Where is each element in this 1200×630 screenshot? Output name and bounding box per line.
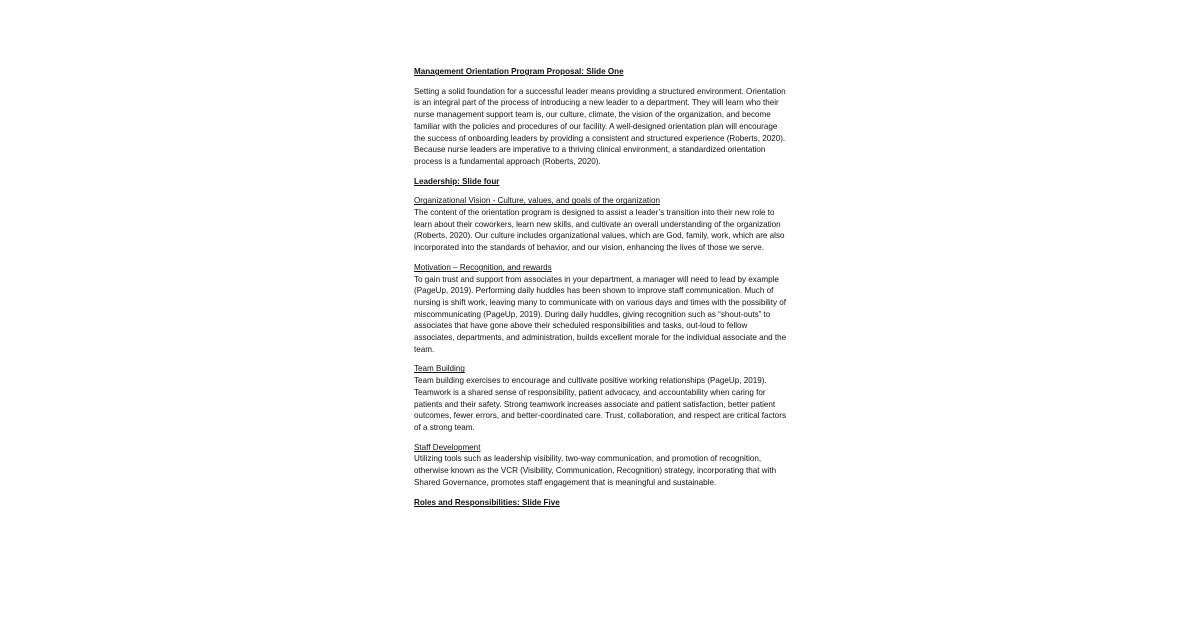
organizational-vision-paragraph: The content of the orientation program is designed to assist a leader’s transition into their new role to learn about their coworkers, learn new skills, and cultivate an overall understanding of the organization (Roberts, 2020). Our culture includes organizational values, which are God, family, work, which are also incorporated into the standards of behavior, and our vision, enhancing the lives of those we serve. bbox=[414, 208, 785, 253]
staff-development-paragraph: Utilizing tools such as leadership visibility, two-way communication, and promotion of recognition, otherwise known as the VCR (Visibility, Communication, Recognition) strategy, incorporating that with Shared Governance, promotes staff engagement that is meaningful and sustainable. bbox=[414, 454, 777, 487]
section-heading-roles: Roles and Responsibilities: Slide Five bbox=[414, 497, 560, 507]
subheading-motivation: Motivation – Recognition, and rewards bbox=[414, 262, 552, 272]
document-body bbox=[414, 66, 788, 508]
subheading-team-building: Team Building bbox=[414, 364, 465, 374]
subheading-staff-development: Staff Development bbox=[414, 442, 481, 452]
motivation-paragraph: To gain trust and support from associates in your department, a manager will need to lead by example (PageUp, 2019). Performing daily huddles has been shown to improve staff communication. Much of nursing is shift work, leaving many to communicate with on various days and times with the possibility of miscommunicating (PageUp, 2019). During daily huddles, giving recognition such as “shout-outs” to associates that have gone above their scheduled responsibilities and tasks, out-loud to fellow associates, departments, and administration, builds excellent morale for the individual associate and the team. bbox=[414, 274, 787, 354]
team-building-paragraph: Team building exercises to encourage and cultivate positive working relationships (PageUp, 2019). Teamwork is a shared sense of responsibility, patient advocacy, and accountability when caring for patients and their safety. Strong teamwork increases associate and patient satisfaction, better patient outcomes, fewer errors, and better-coordinated care. Trust, collaboration, and respect are critical factors of a strong team. bbox=[414, 376, 787, 432]
intro-paragraph: Setting a solid foundation for a successful leader means providing a structured environment. Orientation is an integral part of the process of introducing a new leader to a department. They will learn who their nurse management support team is, our culture, climate, the vision of the organization, and become familiar with the policies and procedures of our facility. A well-designed orientation plan will encourage the success of onboarding leaders by providing a consistent and structured experience (Roberts, 2020). Because nurse leaders are imperative to a thriving clinical environment, a standardized orientation process is a fundamental approach (Roberts, 2020). bbox=[414, 86, 786, 166]
section-heading-slide-one: Management Orientation Program Proposal: Slide One bbox=[414, 67, 624, 76]
subheading-organizational-vision: Organizational Vision - Culture, values, and goals of the organization bbox=[414, 196, 660, 206]
section-heading-leadership: Leadership: Slide four bbox=[414, 176, 500, 186]
